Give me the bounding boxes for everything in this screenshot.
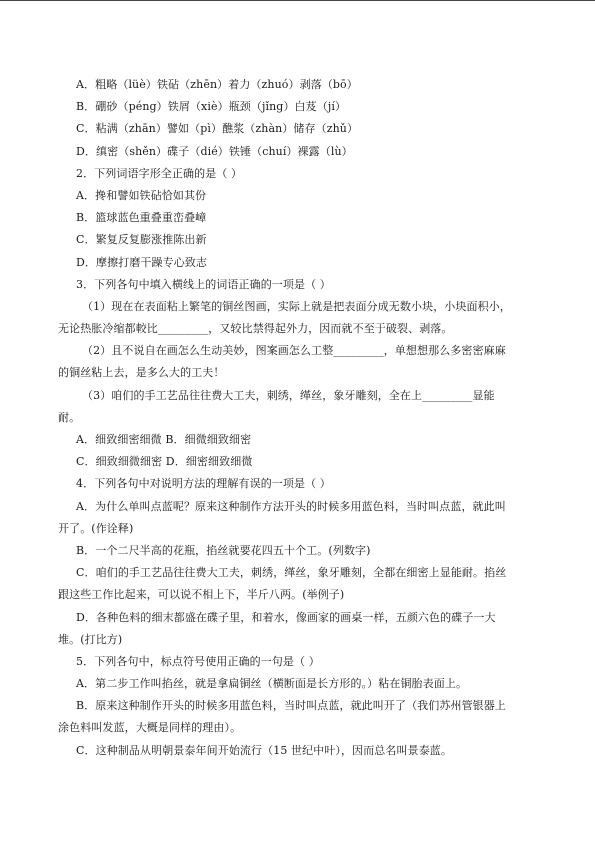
- text-line: B．一个二尺半高的花瓶，掐丝就要花四五十个工。(列数字): [76, 543, 371, 557]
- text-line: B．原来这种制作开头的时候多用蓝色料，当时叫点蓝，就此叫开了（我们苏州管银器上: [76, 699, 506, 713]
- text-line: C．繁复反复膨涨推陈出新: [76, 233, 207, 247]
- text-line: C．这种制品从明朝景泰年间开始流行（15 世纪中叶），因而总名叫景泰蓝。: [76, 743, 453, 757]
- text-line: 涂色料叫发蓝，大概是同样的理由）。: [58, 721, 242, 735]
- text-line: 跟这些工作比起来，可以说不相上下，半斤八两。(举例子): [58, 588, 345, 602]
- text-line: 5．下列各句中，标点符号使用正确的一句是（ ）: [76, 654, 320, 668]
- text-line: B．篮球蓝色重叠重峦叠嶂: [76, 211, 207, 225]
- text-line: B．硼砂（péng）铁屑（xiè）瓶颈（jǐng）白芨（jí）: [76, 100, 347, 114]
- text-line: D．各种色料的细末都盛在碟子里，和着水，像画家的画桌一样，五颜六色的碟子一大: [76, 610, 496, 624]
- text-line: 的铜丝粘上去，是多么大的工夫！: [58, 366, 225, 380]
- text-line: A．第二步工作叫掐丝，就是拿扁铜丝（横断面是长方形的。）粘在铜胎表面上。: [76, 677, 468, 691]
- text-line: 3．下列各句中填入横线上的词语正确的一项是（ ）: [76, 277, 331, 291]
- text-line: C．细致细微细密 D．细密细致细微: [76, 455, 253, 469]
- text-line: 4．下列各句中对说明方法的理解有误的一项是（ ）: [76, 477, 331, 491]
- text-line: （3）咱们的手工艺品往往费大工夫，刺绣，缂丝，象牙雕刻，全在上_________显能: [82, 388, 495, 402]
- text-line: （2）且不说自在画怎么生动美妙，图案画怎么工整_________，单想想那么多密密麻麻: [82, 344, 506, 358]
- text-line: 无论热胀冷缩都較比_________，又较比禁得起外力，因而就不至于破裂、剥落。: [58, 322, 453, 336]
- text-line: D．摩擦打磨干躁专心致志: [76, 255, 208, 269]
- text-line: 2．下列词语字形全正确的是（ ）: [76, 166, 243, 180]
- text-line: 耐。: [58, 410, 81, 424]
- text-line: 堆。(打比方): [58, 632, 123, 646]
- text-line: C．粘满（zhān）譬如（pì）醮浆（zhàn）储存（zhǔ）: [76, 122, 359, 136]
- text-line: （1）现在在表面粘上繁笔的铜丝图画，实际上就是把表面分成无数小块，小块面积小，: [82, 299, 511, 313]
- text-line: 开了。(作诠释): [58, 521, 134, 535]
- text-line: A．搀和譬如铁砧恰如其份: [76, 188, 207, 202]
- text-line: A．为什么单叫点蓝呢？原来这种制作方法开头的时候多用蓝色料，当时叫点蓝，就此叫: [76, 499, 506, 513]
- text-line: D．缜密（shěn）碟子（dié）铁锤（chuí）裸露（lù）: [76, 144, 353, 158]
- document-body: [58, 74, 540, 762]
- text-line: A．细致细密细微 B．细微细致细密: [76, 433, 252, 446]
- top-rule: [0, 0, 595, 1]
- text-line: A．粗略（lüè）铁砧（zhēn）着力（zhuó）剥落（bō）: [76, 78, 358, 91]
- text-line: C．咱们的手工艺品往往费大工夫，刺绣，缂丝，象牙雕刻，全都在细密上显能耐。掐丝: [76, 566, 507, 580]
